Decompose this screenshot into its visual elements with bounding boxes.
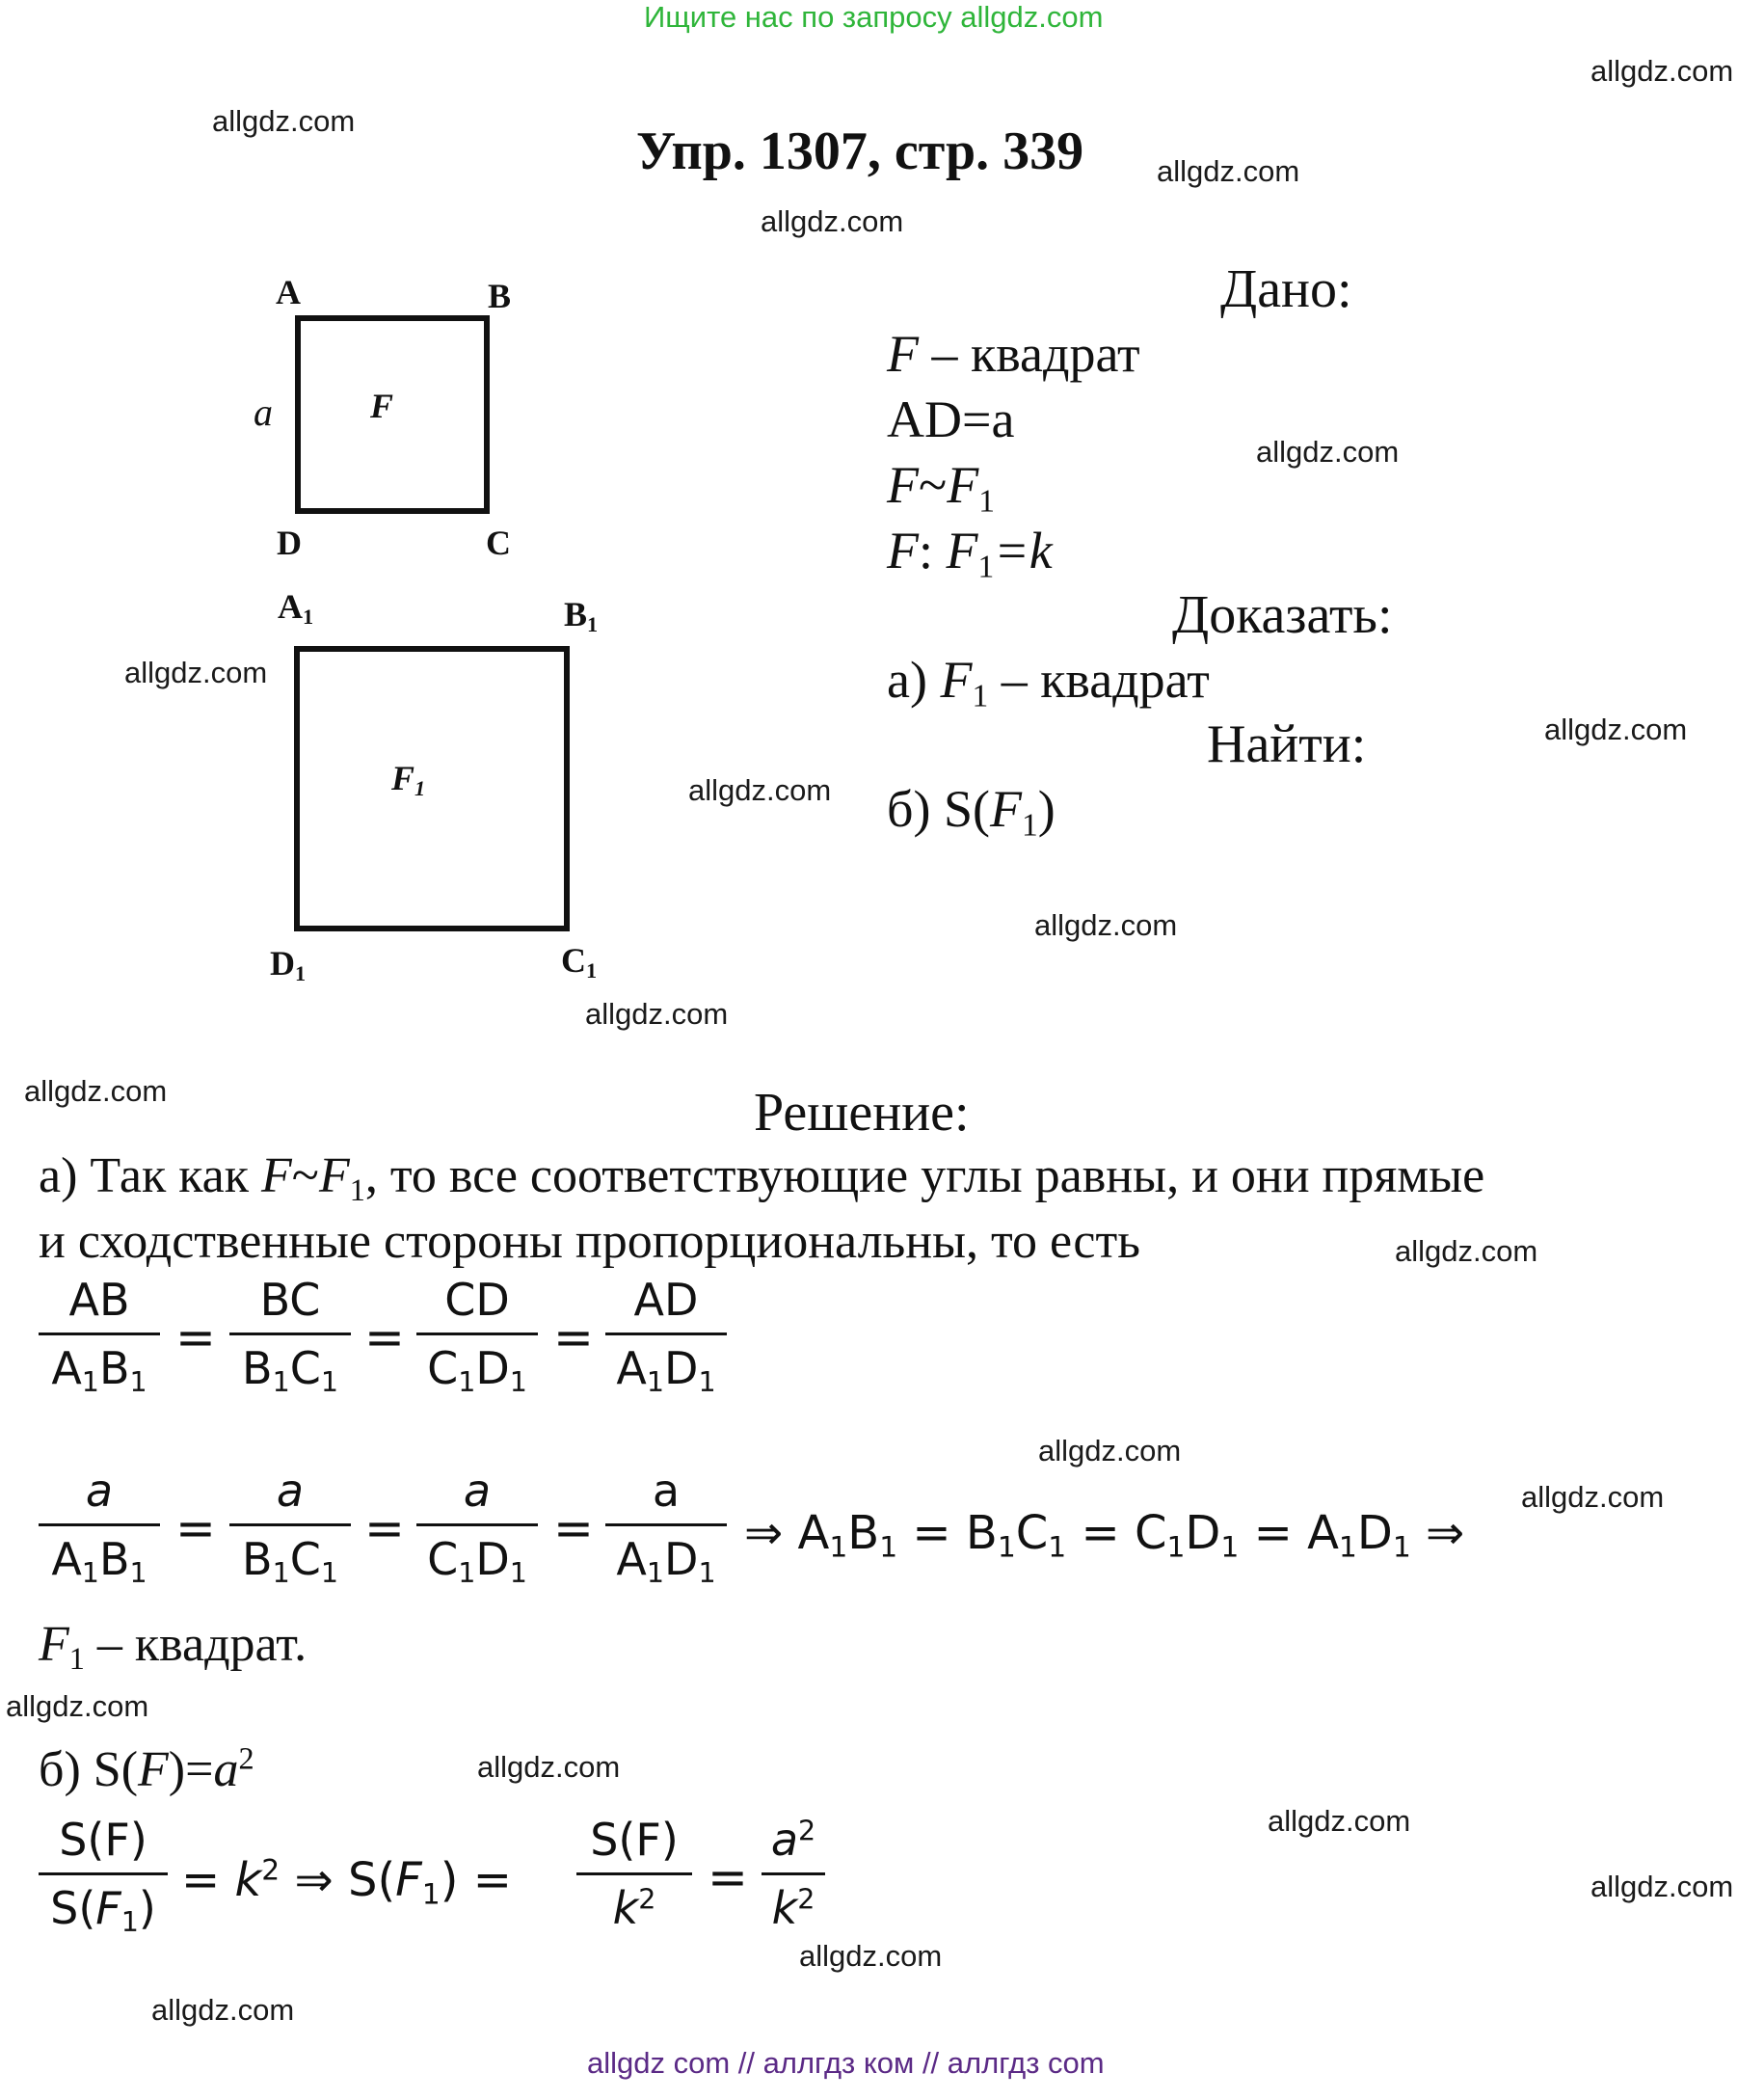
fraction-cd: CD $C_1D_1$ — [416, 1273, 538, 1395]
watermark: allgdz.com — [151, 1993, 295, 2027]
prove-item-a: а) $F_1$ – квадрат — [887, 651, 1210, 714]
vertex-b: B — [488, 277, 512, 315]
fraction-a-over-a1d1: a $A_1D_1$ — [605, 1464, 727, 1586]
fraction-sf-over-sf1: S(F) $S(F_1)$ — [39, 1813, 168, 1935]
watermark: allgdz.com — [688, 773, 832, 807]
given-line-side: AD=a — [887, 390, 1015, 448]
fraction-a-over-b1c1: a $B_1C_1$ — [229, 1464, 351, 1586]
side-label-a: a — [254, 390, 273, 434]
fraction-bc: BC $B_1C_1$ — [229, 1273, 351, 1395]
square-f1 — [294, 646, 570, 931]
find-item-b: б) $S(F_1)$ — [887, 780, 1056, 844]
bottom-banner: allgdz com // аллгдз ком // аллгдз com — [587, 2046, 1105, 2080]
watermark: allgdz.com — [1395, 1234, 1538, 1268]
equals-sign: = — [175, 1500, 216, 1556]
vertex-d: D — [277, 524, 302, 562]
fraction-a2-over-k2: $a^2$ $k^2$ — [762, 1813, 825, 1935]
conclusion-line: $F_1$ – квадрат. — [39, 1617, 307, 1677]
watermark: allgdz.com — [1521, 1480, 1665, 1514]
figure-name-f: F — [370, 387, 394, 425]
watermark: allgdz.com — [24, 1074, 168, 1108]
watermark: allgdz.com — [477, 1750, 621, 1784]
watermark: allgdz.com — [761, 204, 904, 238]
watermark: allgdz.com — [6, 1689, 149, 1723]
given-line-ratio: F: $F_1=k$ — [887, 522, 1053, 585]
fraction-ab: AB $A_1B_1$ — [39, 1273, 160, 1395]
figure-name-f1: $F_1$ — [391, 759, 426, 801]
fraction-a-over-a1b1: a $A_1B_1$ — [39, 1464, 160, 1586]
equals-sign: = — [175, 1309, 216, 1365]
watermark: allgdz.com — [212, 104, 356, 138]
given-heading: Дано: — [1220, 259, 1352, 319]
top-banner: Ищите нас по запросу allgdz.com — [644, 0, 1104, 34]
equals-sign: = — [708, 1849, 748, 1905]
vertex-c1: $C_1$ — [561, 941, 598, 983]
solution-heading: Решение: — [754, 1083, 970, 1143]
vertex-d1: $D_1$ — [270, 944, 307, 986]
equals-sign: = — [553, 1500, 594, 1556]
fraction-ad: AD $A_1D_1$ — [605, 1273, 727, 1395]
area-f-line: б) $S(F)=a^2$ — [39, 1740, 254, 1797]
given-line-square: F – квадрат — [887, 325, 1140, 383]
watermark: allgdz.com — [1590, 1870, 1734, 1903]
watermark: allgdz.com — [1256, 435, 1400, 469]
watermark: allgdz.com — [1034, 908, 1178, 942]
vertex-b1: $B_1$ — [564, 595, 599, 637]
equal-sides-chain: ⇒ $A_1B_1 = B_1C_1 = C_1D_1 = A_1D_1$ ⇒ — [744, 1506, 1465, 1565]
equals-sign: = — [364, 1500, 405, 1556]
watermark: allgdz.com — [1157, 154, 1300, 188]
equals-sign: = — [364, 1309, 405, 1365]
prove-heading: Доказать: — [1172, 585, 1393, 645]
vertex-a: A — [276, 273, 301, 311]
fraction-a-over-c1d1: a $C_1D_1$ — [416, 1464, 538, 1586]
given-line-similar: $F\sim F_1$ — [887, 456, 995, 520]
fraction-sf-over-k2: S(F) $k^2$ — [576, 1813, 692, 1935]
ratio-equals-k2: = $k^2$ ⇒ $S(F_1)$ = — [181, 1853, 512, 1912]
page-title: Упр. 1307, стр. 339 — [636, 121, 1084, 181]
watermark: allgdz.com — [1268, 1804, 1411, 1838]
equals-sign: = — [553, 1309, 594, 1365]
watermark: allgdz.com — [799, 1939, 943, 1973]
watermark: allgdz.com — [124, 656, 268, 689]
find-heading: Найти: — [1207, 714, 1367, 774]
solution-line-2: и сходственные стороны пропорциональны, то есть — [39, 1214, 1140, 1269]
solution-line-1: а) Так как $F\sim F_1$, то все соответствующие углы равны, и они прямые — [39, 1148, 1485, 1208]
watermark: allgdz.com — [1038, 1434, 1182, 1467]
vertex-c: C — [486, 524, 511, 562]
watermark: allgdz.com — [1590, 54, 1734, 88]
watermark: allgdz.com — [585, 997, 729, 1031]
watermark: allgdz.com — [1544, 713, 1688, 746]
vertex-a1: $A_1$ — [278, 587, 314, 630]
